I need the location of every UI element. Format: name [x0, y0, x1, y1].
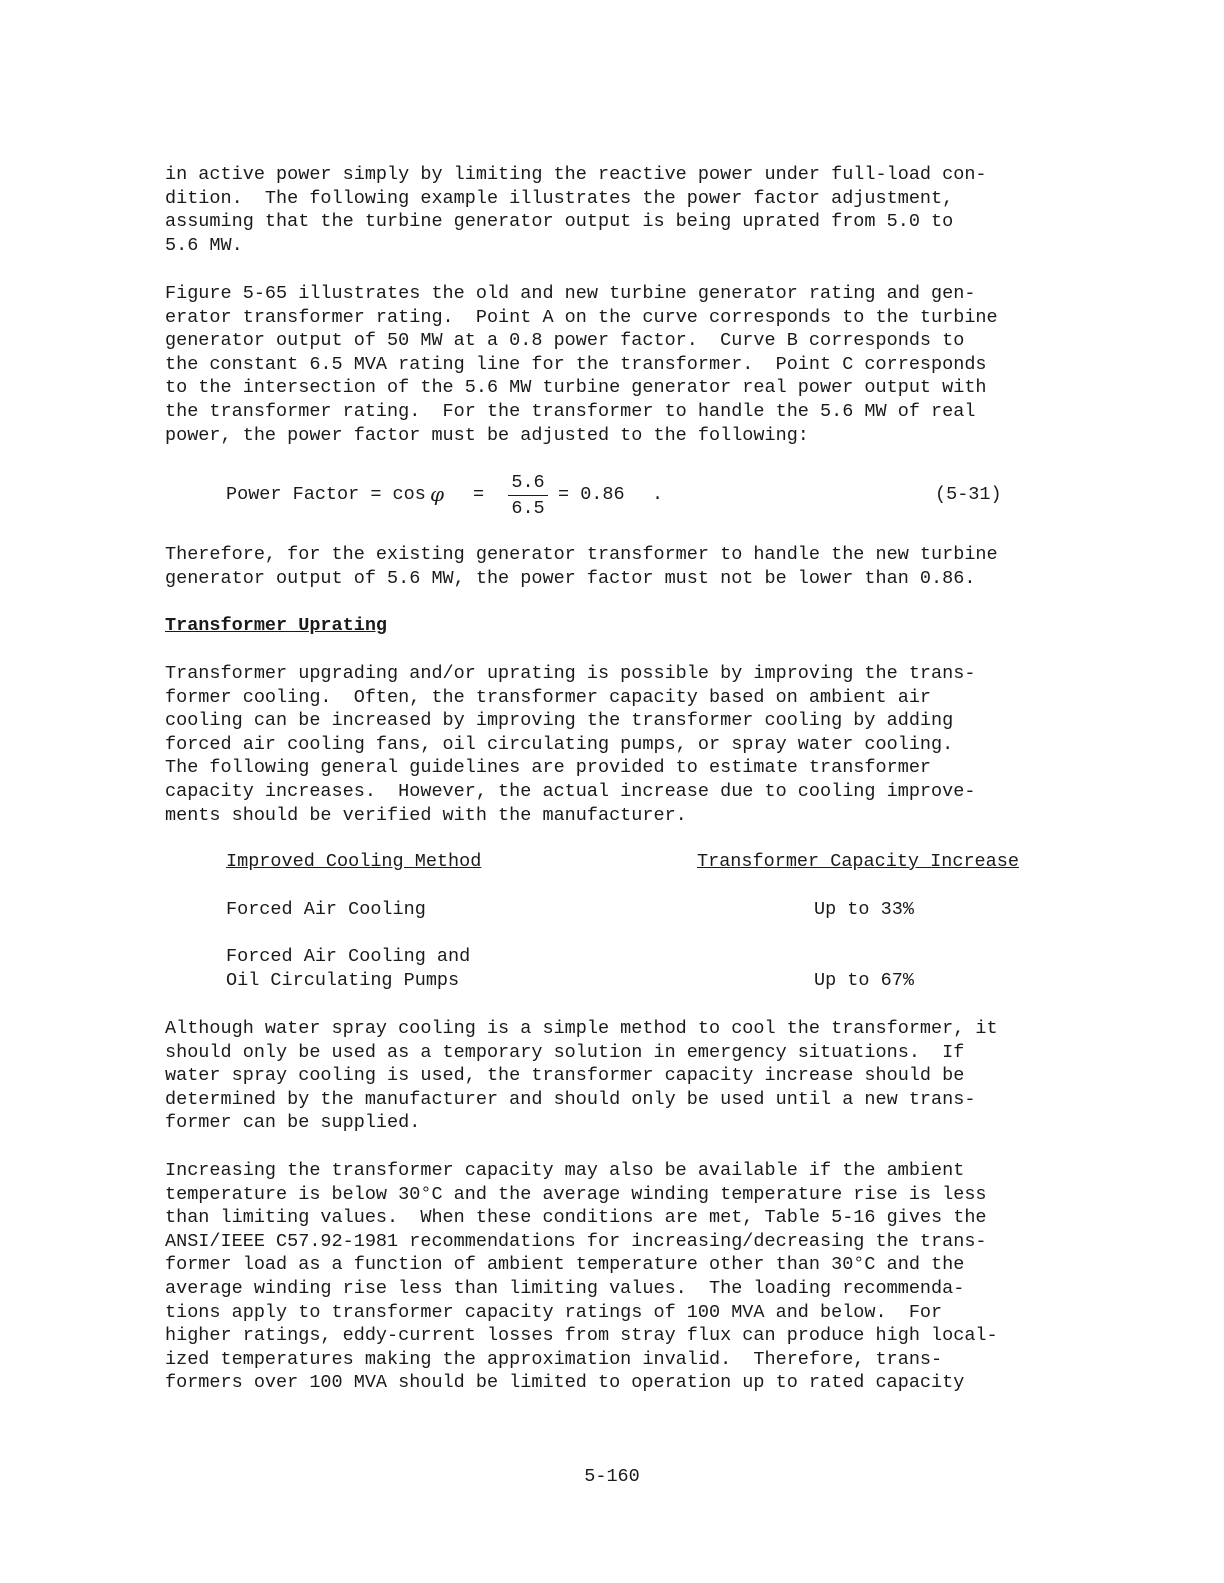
table-header-method: Improved Cooling Method	[226, 851, 482, 872]
table-row-2-capacity: Up to 67%	[814, 970, 914, 991]
paragraph-figure-5-65: Figure 5-65 illustrates the old and new turbine generator rating and gen- erator transformer rating. Point A on the curve corresponds to the turbine generator output of 50 MW at a 0.8 power factor. Curve B corresponds to the constant 6.5 MVA rating line for the transformer. Point C corresponds to the intersection of the 5.6 MW turbine generator real power output with the transformer rating. For the transformer to handle the 5.6 MW of real power, the power factor must be adjusted to the following:	[165, 283, 998, 446]
fraction-denominator: 6.5	[511, 498, 545, 519]
equation-period: .	[652, 484, 664, 505]
fraction-numerator: 5.6	[511, 472, 545, 493]
table-header-capacity: Transformer Capacity Increase	[697, 851, 1019, 872]
page-number: 5-160	[584, 1466, 640, 1487]
fraction-bar	[508, 495, 548, 496]
table-row-1-capacity: Up to 33%	[814, 899, 914, 920]
paragraph-water-spray: Although water spray cooling is a simple method to cool the transformer, it should only be used as a temporary solution in emergency situations. If water spray cooling is used, the transformer capacity increase should be determined by the manufacturer and should only be used until a new trans- former can be supplied.	[165, 1018, 998, 1134]
equation-fraction	[508, 472, 548, 520]
equation-number: (5-31)	[935, 484, 1002, 505]
section-heading-transformer-uprating: Transformer Uprating	[165, 615, 388, 636]
equation-label: Power Factor = cos	[226, 484, 426, 505]
equation-equals: =	[473, 484, 485, 505]
phi-symbol: φ	[430, 482, 445, 506]
table-row-1-method: Forced Air Cooling	[226, 899, 426, 920]
paragraph-power-factor-intro: in active power simply by limiting the reactive power under full-load con- dition. The following example illustrates the power factor adjustment, assuming that the turbine generator output is being uprated from 5.0 to 5.6 MW.	[165, 164, 987, 256]
paragraph-transformer-upgrading: Transformer upgrading and/or uprating is possible by improving the trans- former cooling. Often, the transformer capacity based on ambient air cooling can be increased by improving the transformer cooling by adding forced air cooling fans, oil circulating pumps, or spray water cooling. The following general guidelines are provided to estimate transformer capacity increases. However, the actual increase due to cooling improve- ments should be verified with the manufacturer.	[165, 663, 976, 826]
paragraph-ambient-temperature: Increasing the transformer capacity may also be available if the ambient temperature is below 30°C and the average winding temperature rise is less than limiting values. When these conditions are met, Table 5-16 gives the ANSI/IEEE C57.92-1981 recommendations for increasing/decreasing the trans- former load as a function of ambient temperature other than 30°C and the average winding rise less than limiting values. The loading recommenda- tions apply to transformer capacity ratings of 100 MVA and below. For higher ratings, eddy-current losses from stray flux can produce high local- ized temperatures making the approximation invalid. Therefore, trans- formers over 100 MVA should be limited to operation up to rated capacity	[165, 1160, 998, 1394]
table-row-2-method: Forced Air Cooling and Oil Circulating Pumps	[226, 946, 471, 991]
equation-5-31	[0, 472, 1224, 522]
equation-result: = 0.86	[558, 484, 625, 505]
paragraph-therefore: Therefore, for the existing generator transformer to handle the new turbine generator output of 5.6 MW, the power factor must not be lower than 0.86.	[165, 544, 998, 589]
